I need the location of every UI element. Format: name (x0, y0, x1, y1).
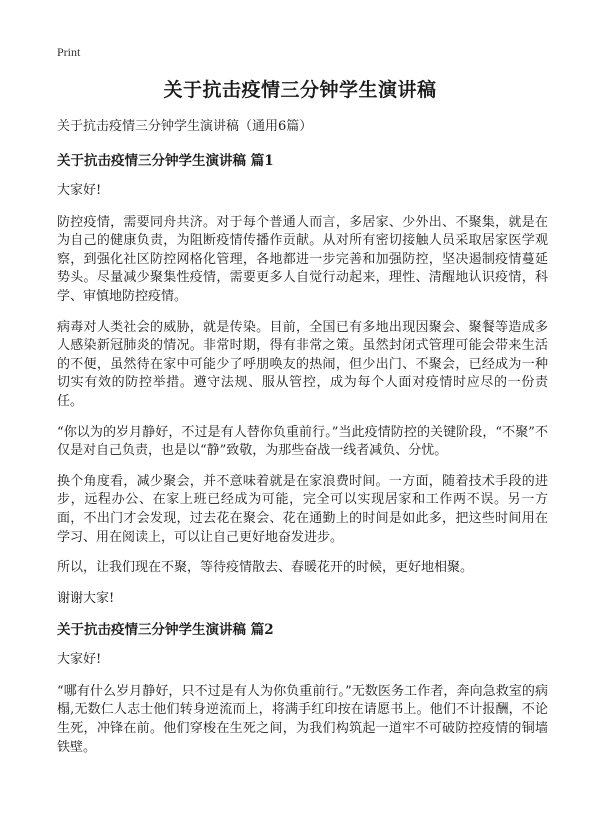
paragraph: 谢谢大家! (57, 590, 115, 606)
paragraph: “哪有什么岁月静好，只不过是有人为你负重前行。”无数医务工作者，奔向急救室的病榻,无数仁人志士他们转身逆流而上，将满手红印按在请愿书上。他们不计报酬，不论生死，冲锋在前。他们穿梭在生死之间，为我们构筑起一道牢不可破防控疫情的铜墙铁壁。 (57, 683, 548, 755)
paragraph: 所以，让我们现在不聚，等待疫情散去、春暖花开的时候，更好地相聚。 (57, 560, 474, 576)
section-heading-2: 关于抗击疫情三分钟学生演讲稿 篇2 (57, 622, 274, 639)
page-title: 关于抗击疫情三分钟学生演讲稿 (163, 79, 437, 101)
document-body (57, 118, 548, 769)
document-subtitle: 关于抗击疫情三分钟学生演讲稿（通用6篇） (57, 119, 313, 134)
paragraph: 换个角度看，减少聚会，并不意味着就是在家浪费时间。一方面，随着技术手段的进步，远程办公、在家上班已经成为可能，完全可以实现居家和工作两不误。另一方面，不出门才会发现，过去花在聚会、花在通勤上的时间是如此多，把这些时间用在学习、用在阅读上，可以让自己更好地奋发进步。 (57, 473, 548, 545)
print-link[interactable]: Print (57, 45, 81, 59)
paragraph: “你以为的岁月静好，不过是有人替你负重前行。”当此疫情防控的关键阶段，“不聚”不仅是对自己负责，也是以“静”致敬，为那些奋战一线者减负、分忧。 (57, 424, 548, 459)
section-heading-1: 关于抗击疫情三分钟学生演讲稿 篇1 (57, 153, 274, 169)
paragraph: 病毒对人类社会的威胁，就是传染。目前，全国已有多地出现因聚会、聚餐等造成多人感染新冠肺炎的情况。非常时期，得有非常之策。虽然封闭式管理可能会带来生活的不便，虽然待在家中可能少了呼朋唤友的热闹，但少出门、不聚会，已经成为一种切实有效的防控举措。遵守法规、服从管控，成为每个人面对疫情时应尽的一份责任。 (57, 319, 548, 409)
paragraph: 大家好! (57, 652, 102, 668)
paragraph: 防控疫情，需要同舟共济。对于每个普通人而言，多居家、少外出、不聚集，就是在为自己的健康负责，为阻断疫情传播作贡献。从对所有密切接触人员采取居家医学观察，到强化社区防控网格化管理，各地都进一步完善和加强防控，坚决遏制疫情蔓延势头。尽量减少聚集性疫情，需要更多人自觉行动起来，理性、清醒地认识疫情，科学、审慎地防控疫情。 (57, 214, 548, 304)
paragraph: 大家好! (57, 183, 102, 198)
